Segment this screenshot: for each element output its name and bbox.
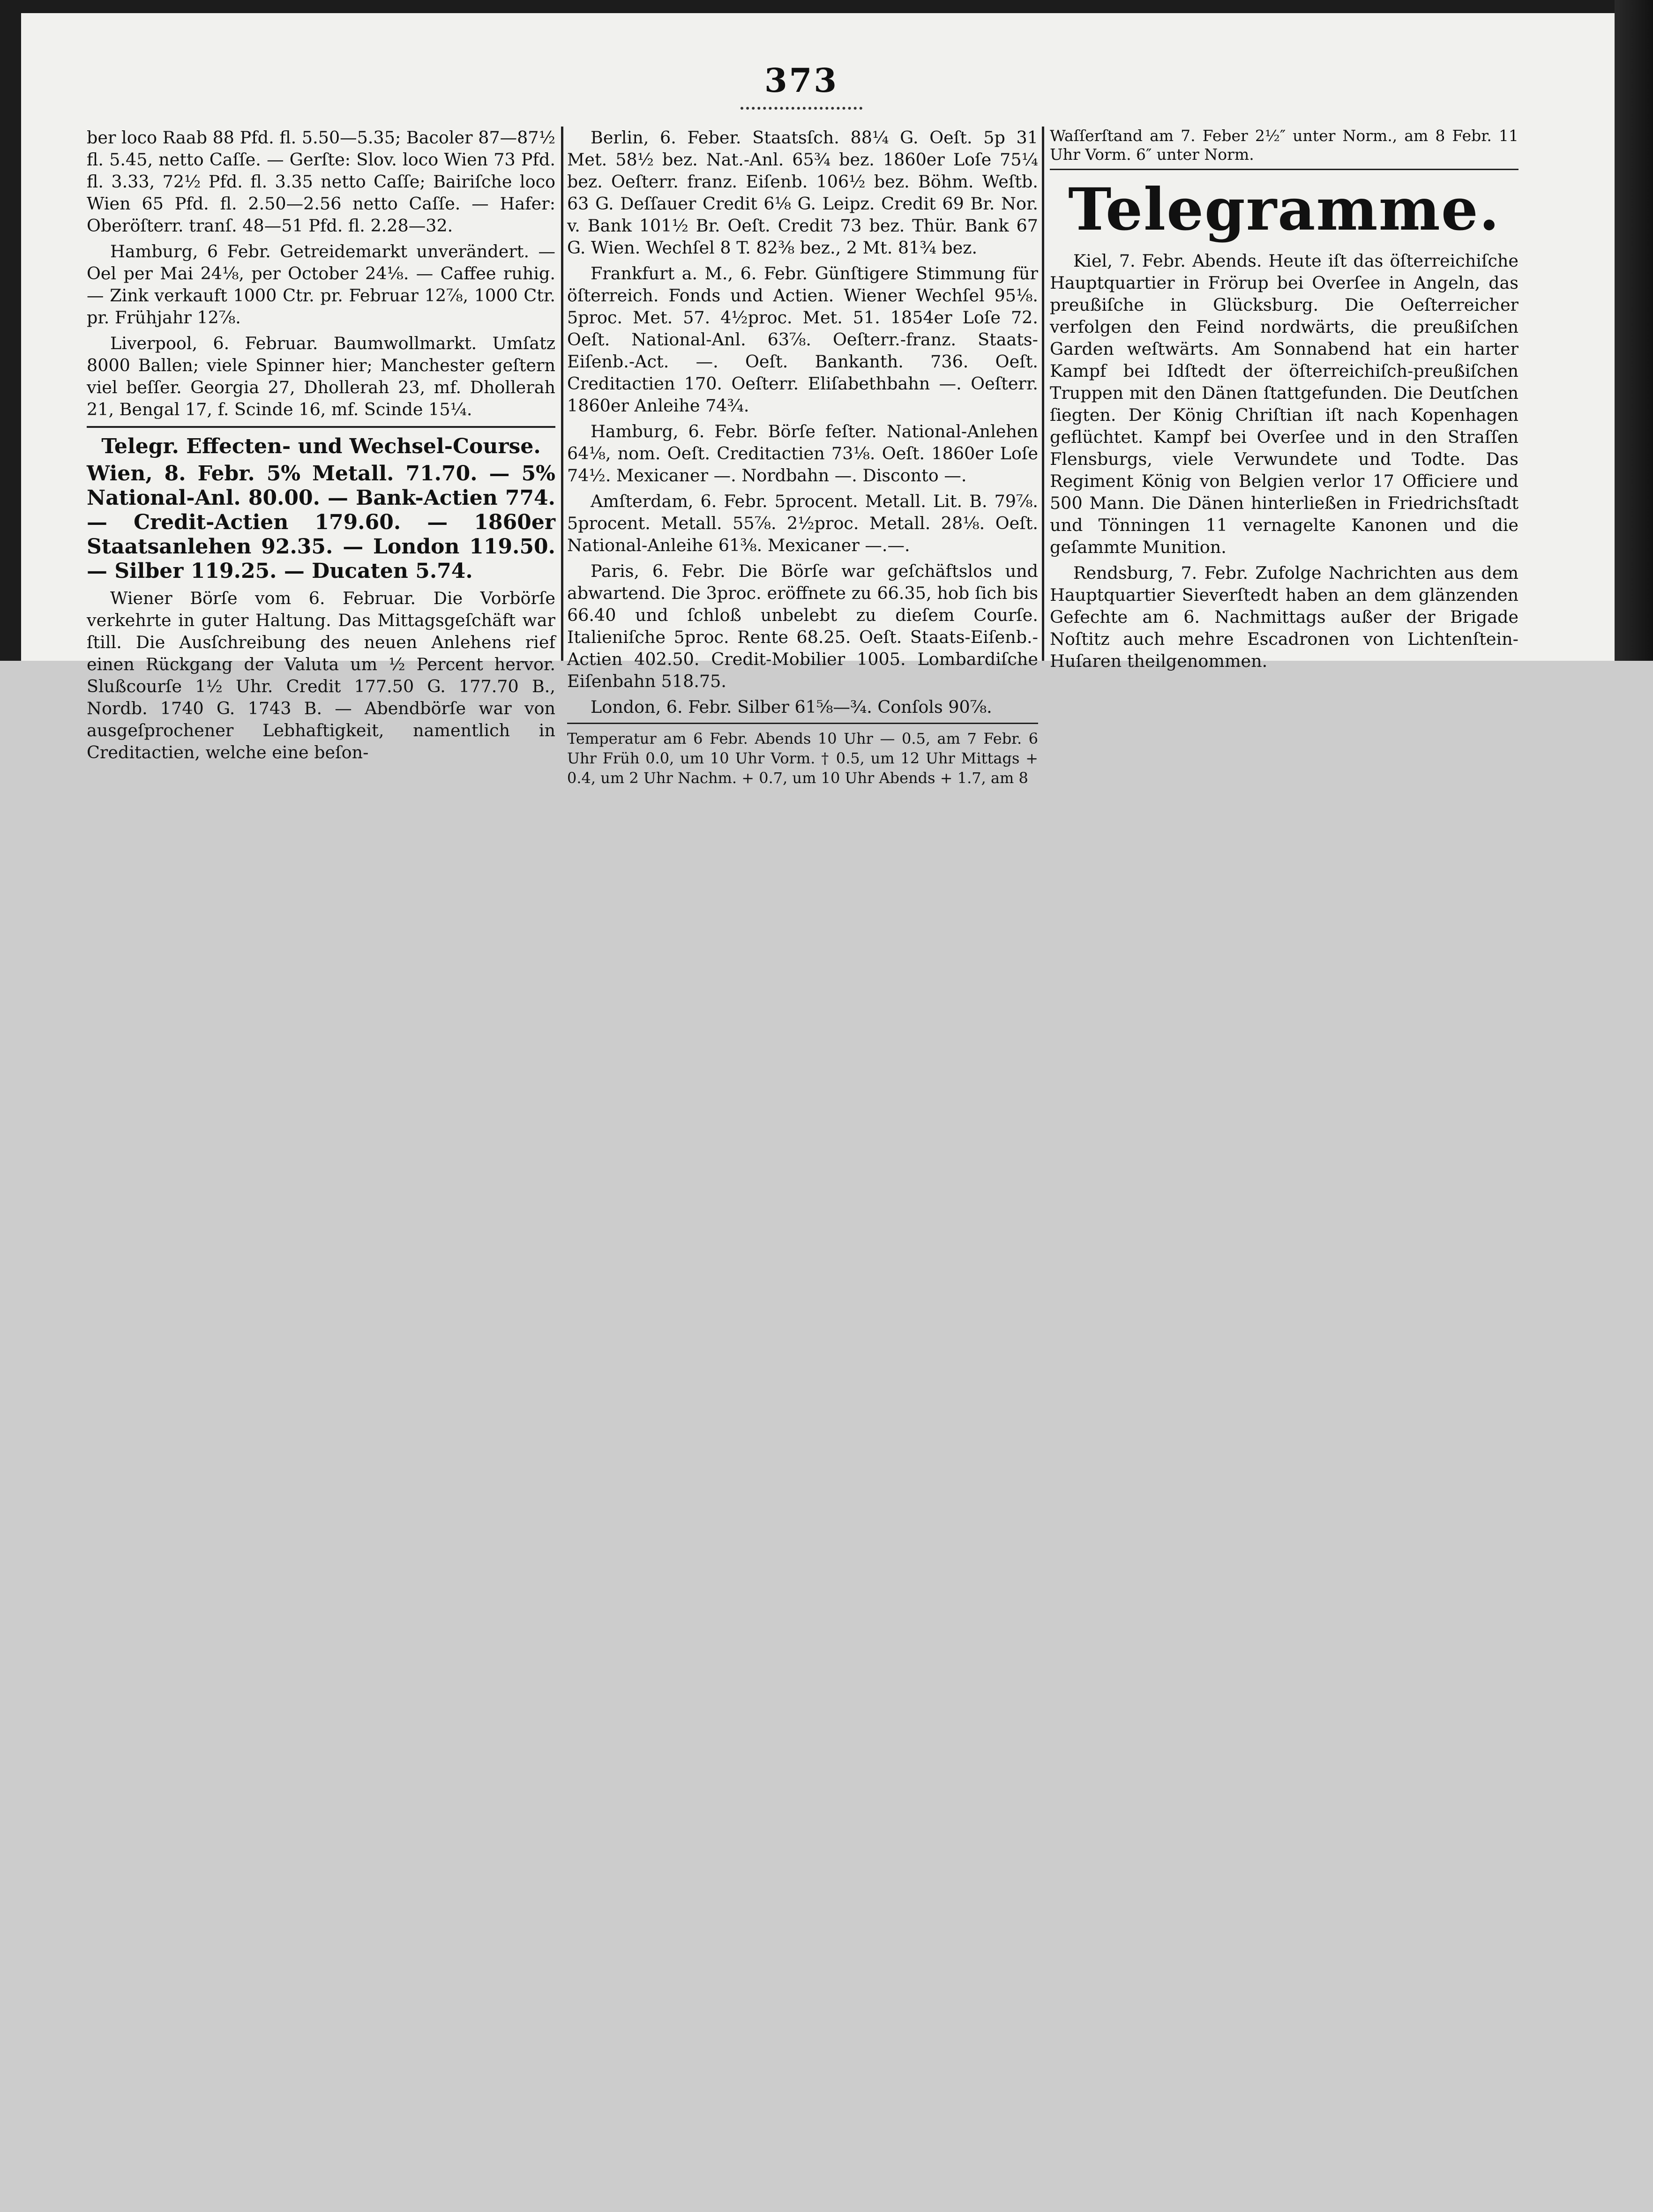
section-rule [87, 426, 555, 428]
temperature-report: Temperatur am 6 Febr. Abends 10 Uhr — 0.5, am 7 Febr. 6 Uhr Früh 0.0, um 10 Uhr Vorm. † 0.5, um 12 Uhr Mittags + 0.4, um 2 Uhr Nachm. + 0.7, um 10 Uhr Abends + 1.7, am 8 [567, 730, 1038, 787]
vienna-courses: Wien, 8. Febr. 5% Metall. 71.70. — 5% National-Anl. 80.00. — Bank-Actien 774. — Credit-Actien 179.60. — 1860er Staatsanlehen 92.35. — London 119.50. — Silber 119.25. — Ducaten 5.74. [87, 462, 555, 583]
column-telegrams [1050, 127, 1518, 671]
liverpool-market-paragraph: Liverpool, 6. Februar. Baumwollmarkt. Umſatz 8000 Ballen; viele Spinner hier; Manchester geſtern viel beſſer. Georgia 27, Dhollerah 23, mf. Dhollerah 21, Bengal 17, f. Scinde 16, mf. Scinde 15¼. [87, 333, 555, 419]
section-rule [567, 723, 1038, 724]
grain-prices-paragraph: ber loco Raab 88 Pfd. fl. 5.50—5.35; Bacoler 87—87½ fl. 5.45, netto Caſſe. — Gerſte: Slov. loco Wien 73 Pfd. fl. 3.33, 72½ Pfd. fl. 3.35 netto Caſſe; Bairiſche loco Wien 65 Pfd. fl. 2.50—2.56 netto Caſſe. — Hafer: Oberöſterr. tranſ. 48—51 Pfd. fl. 2.28—32. [87, 127, 555, 236]
frankfurt-paragraph: Frankfurt a. M., 6. Febr. Günſtigere Stimmung für öſterreich. Fonds und Actien. Wiener Wechſel 95⅛. 5proc. Met. 57. 4½proc. Met. 51. 1854er Loſe 72. Oeſt. National-Anl. 63⅞. Oeſterr.-franz. Staats-Eiſenb.-Act. —. Oeſt. Bankanth. 736. Oeſt. Creditactien 170. Oeſterr. Eliſabethbahn —. Oeſterr. 1860er Anleihe 74¾. [567, 263, 1038, 416]
scanned-page-region [0, 0, 1653, 787]
page-number: 373 [764, 61, 839, 100]
vienna-exchange-paragraph: Wiener Börſe vom 6. Februar. Die Vorbörſe verkehrte in guter Haltung. Das Mittagsgeſchäft war ſtill. Die Ausſchreibung des neuen Anlehens rief einen Rückgang der Valuta um ½ Percent hervor. Slußcourſe 1½ Uhr. Credit 177.50 G. 177.70 B., Nordb. 1740 G. 1743 B. — Abendbörſe war von ausgeſprochener Lebhaftigkeit, namentlich in Creditactien, welche eine beſon- [87, 588, 555, 762]
hamburg-market-paragraph: Hamburg, 6 Febr. Getreidemarkt unverändert. — Oel per Mai 24⅛, per October 24⅛. — Caffee ruhig. — Zink verkauft 1000 Ctr. pr. Februar 12⅞, 1000 Ctr. pr. Frühjahr 12⅞. [87, 241, 555, 328]
section-rule [1050, 169, 1518, 170]
telegrams-title: Telegramme. [1068, 176, 1500, 244]
hamburg-exchange-paragraph: Hamburg, 6. Febr. Börſe feſter. National-Anlehen 64⅛, nom. Oeſt. Creditactien 73⅛. Oeſt. 1860er Loſe 74½. Mexicaner —. Nordbahn —. Disconto —. [567, 421, 1038, 486]
courses-heading: Telegr. Effecten- und Wechsel-Course. [101, 434, 541, 458]
amsterdam-paragraph: Amſterdam, 6. Febr. 5procent. Metall. Lit. B. 79⅞. 5procent. Metall. 55⅞. 2½proc. Metall. 28⅛. Oeſt. National-Anleihe 61⅜. Mexicaner —.—. [567, 491, 1038, 555]
column-divider [561, 127, 563, 661]
london-paragraph: London, 6. Febr. Silber 61⅝—¾. Conſols 90⅞. [591, 697, 992, 717]
scan-edge [1615, 0, 1653, 661]
berlin-paragraph: Berlin, 6. Feber. Staatsſch. 88¼ G. Oeſt. 5p 31 Met. 58½ bez. Nat.-Anl. 65¾ bez. 1860er Loſe 75¼ bez. Oeſterr. franz. Eiſenb. 106½ bez. Böhm. Weſtb. 63 G. Deſſauer Credit 6⅛ G. Leipz. Credit 69 Br. Nor. v. Bank 101½ Br. Oeſt. Credit 73 bez. Thür. Bank 67 G. Wien. Wechſel 8 T. 82⅜ bez., 2 Mt. 81¾ bez. [567, 127, 1038, 258]
water-level-report: Waſſerſtand am 7. Feber 2½″ unter Norm., am 8 Febr. 11 Uhr Vorm. 6″ unter Norm. [1050, 127, 1518, 164]
column-market-reports [87, 127, 555, 762]
kiel-telegram: Kiel, 7. Febr. Abends. Heute iſt das öſterreichiſche Hauptquartier in Frörup bei Overſee in Angeln, das preußiſche in Glücksburg. Die Oeſterreicher verfolgen den Feind nordwärts, die preußiſchen Garden weſtwärts. Am Sonnabend hat ein harter Kampf bei Idſtedt der öſterreichiſch-preußiſchen Truppen mit den Dänen ſtattgefunden. Die Deutſchen ſiegten. Der König Chriſtian iſt nach Kopenhagen geflüchtet. Kampf bei Overſee und in den Straſſen Flensburgs, viele Verwundete und Todte. Das Regiment König von Belgien verlor 17 Officiere und 500 Mann. Die Dänen hinterließen in Friedrichsſtadt und Tönningen 11 vernagelte Kanonen und die geſammte Munition. [1050, 251, 1518, 557]
column-exchange-reports [567, 127, 1038, 787]
column-divider [1042, 127, 1044, 661]
paris-paragraph: Paris, 6. Febr. Die Börſe war geſchäftslos und abwartend. Die 3proc. eröffnete zu 66.35, hob ſich bis 66.40 und ſchloß unbelebt zu dieſem Courſe. Italieniſche 5proc. Rente 68.25. Oeſt. Staats-Eiſenb.-Actien 402.50. Credit-Mobilier 1005. Lombardiſche Eiſenbahn 518.75. [567, 561, 1038, 691]
rendsburg-telegram: Rendsburg, 7. Febr. Zufolge Nachrichten aus dem Hauptquartier Sieverſtedt haben an dem glänzenden Gefechte am 6. Nachmittags außer der Brigade Noſtitz auch mehre Escadronen von Lichtenſtein-Huſaren theilgenommen. [1050, 563, 1518, 671]
page-number-ornament [740, 104, 862, 110]
